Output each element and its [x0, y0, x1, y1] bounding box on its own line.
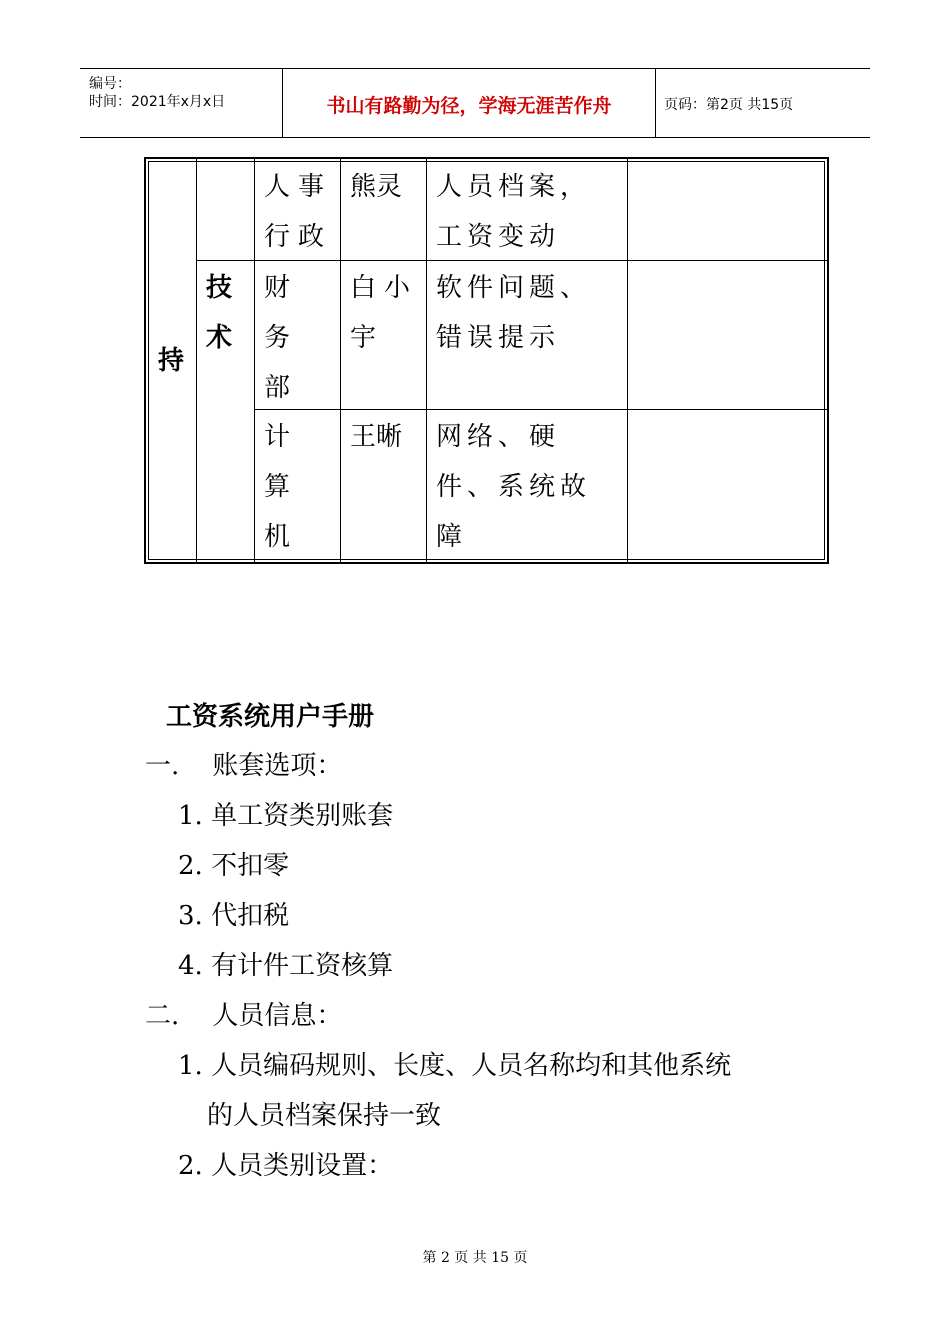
page-header [80, 68, 870, 138]
header-motto-cell [282, 69, 656, 137]
table-row1-person: 熊灵 [350, 172, 403, 202]
table-row2-person: 白小宇 [350, 273, 419, 353]
list-item: 2. 不扣零 [178, 851, 290, 881]
table-row1-dept: 人事行政 [264, 172, 333, 252]
list-item: 1. 单工资类别账套 [178, 801, 394, 831]
table-row3-scope: 网络、硬件、系统故障 [436, 422, 592, 552]
motto: 书山有路勤为径，学海无涯苦作舟 [326, 95, 612, 117]
header-meta [80, 69, 282, 137]
manual-title: 工资系统用户手册 [166, 702, 375, 732]
header-page-cell [654, 69, 870, 137]
list-item-continuation: 的人员档案保持一致 [207, 1101, 442, 1131]
support-table [144, 157, 829, 564]
number-label: 编号： [89, 76, 131, 92]
table-col2-text: 技术 [206, 273, 233, 353]
list-item: 4. 有计件工资核算 [178, 951, 394, 981]
list-item: 2. 人员类别设置： [178, 1151, 394, 1181]
time-label: 时间：2021年x月x日 [89, 94, 226, 110]
page-footer: 第 2 页 共 15 页 [422, 1250, 528, 1266]
table-row3-dept: 计算机 [264, 422, 291, 552]
table-col1-text: 持 [158, 346, 185, 376]
section-heading-1: 一. 账套选项： [145, 751, 343, 781]
list-item: 1. 人员编码规则、长度、人员名称均和其他系统 [178, 1051, 732, 1081]
list-item: 3. 代扣税 [178, 901, 290, 931]
table-row1-scope: 人员档案，工资变动 [436, 172, 592, 252]
table-row2-dept: 财务部 [264, 273, 291, 403]
table-row2-scope: 软件问题、错误提示 [436, 273, 592, 353]
page-number-label: 页码：第2页 共15页 [664, 97, 794, 113]
section-heading-2: 二. 人员信息： [145, 1001, 343, 1031]
table-row3-person: 王晰 [350, 422, 403, 452]
